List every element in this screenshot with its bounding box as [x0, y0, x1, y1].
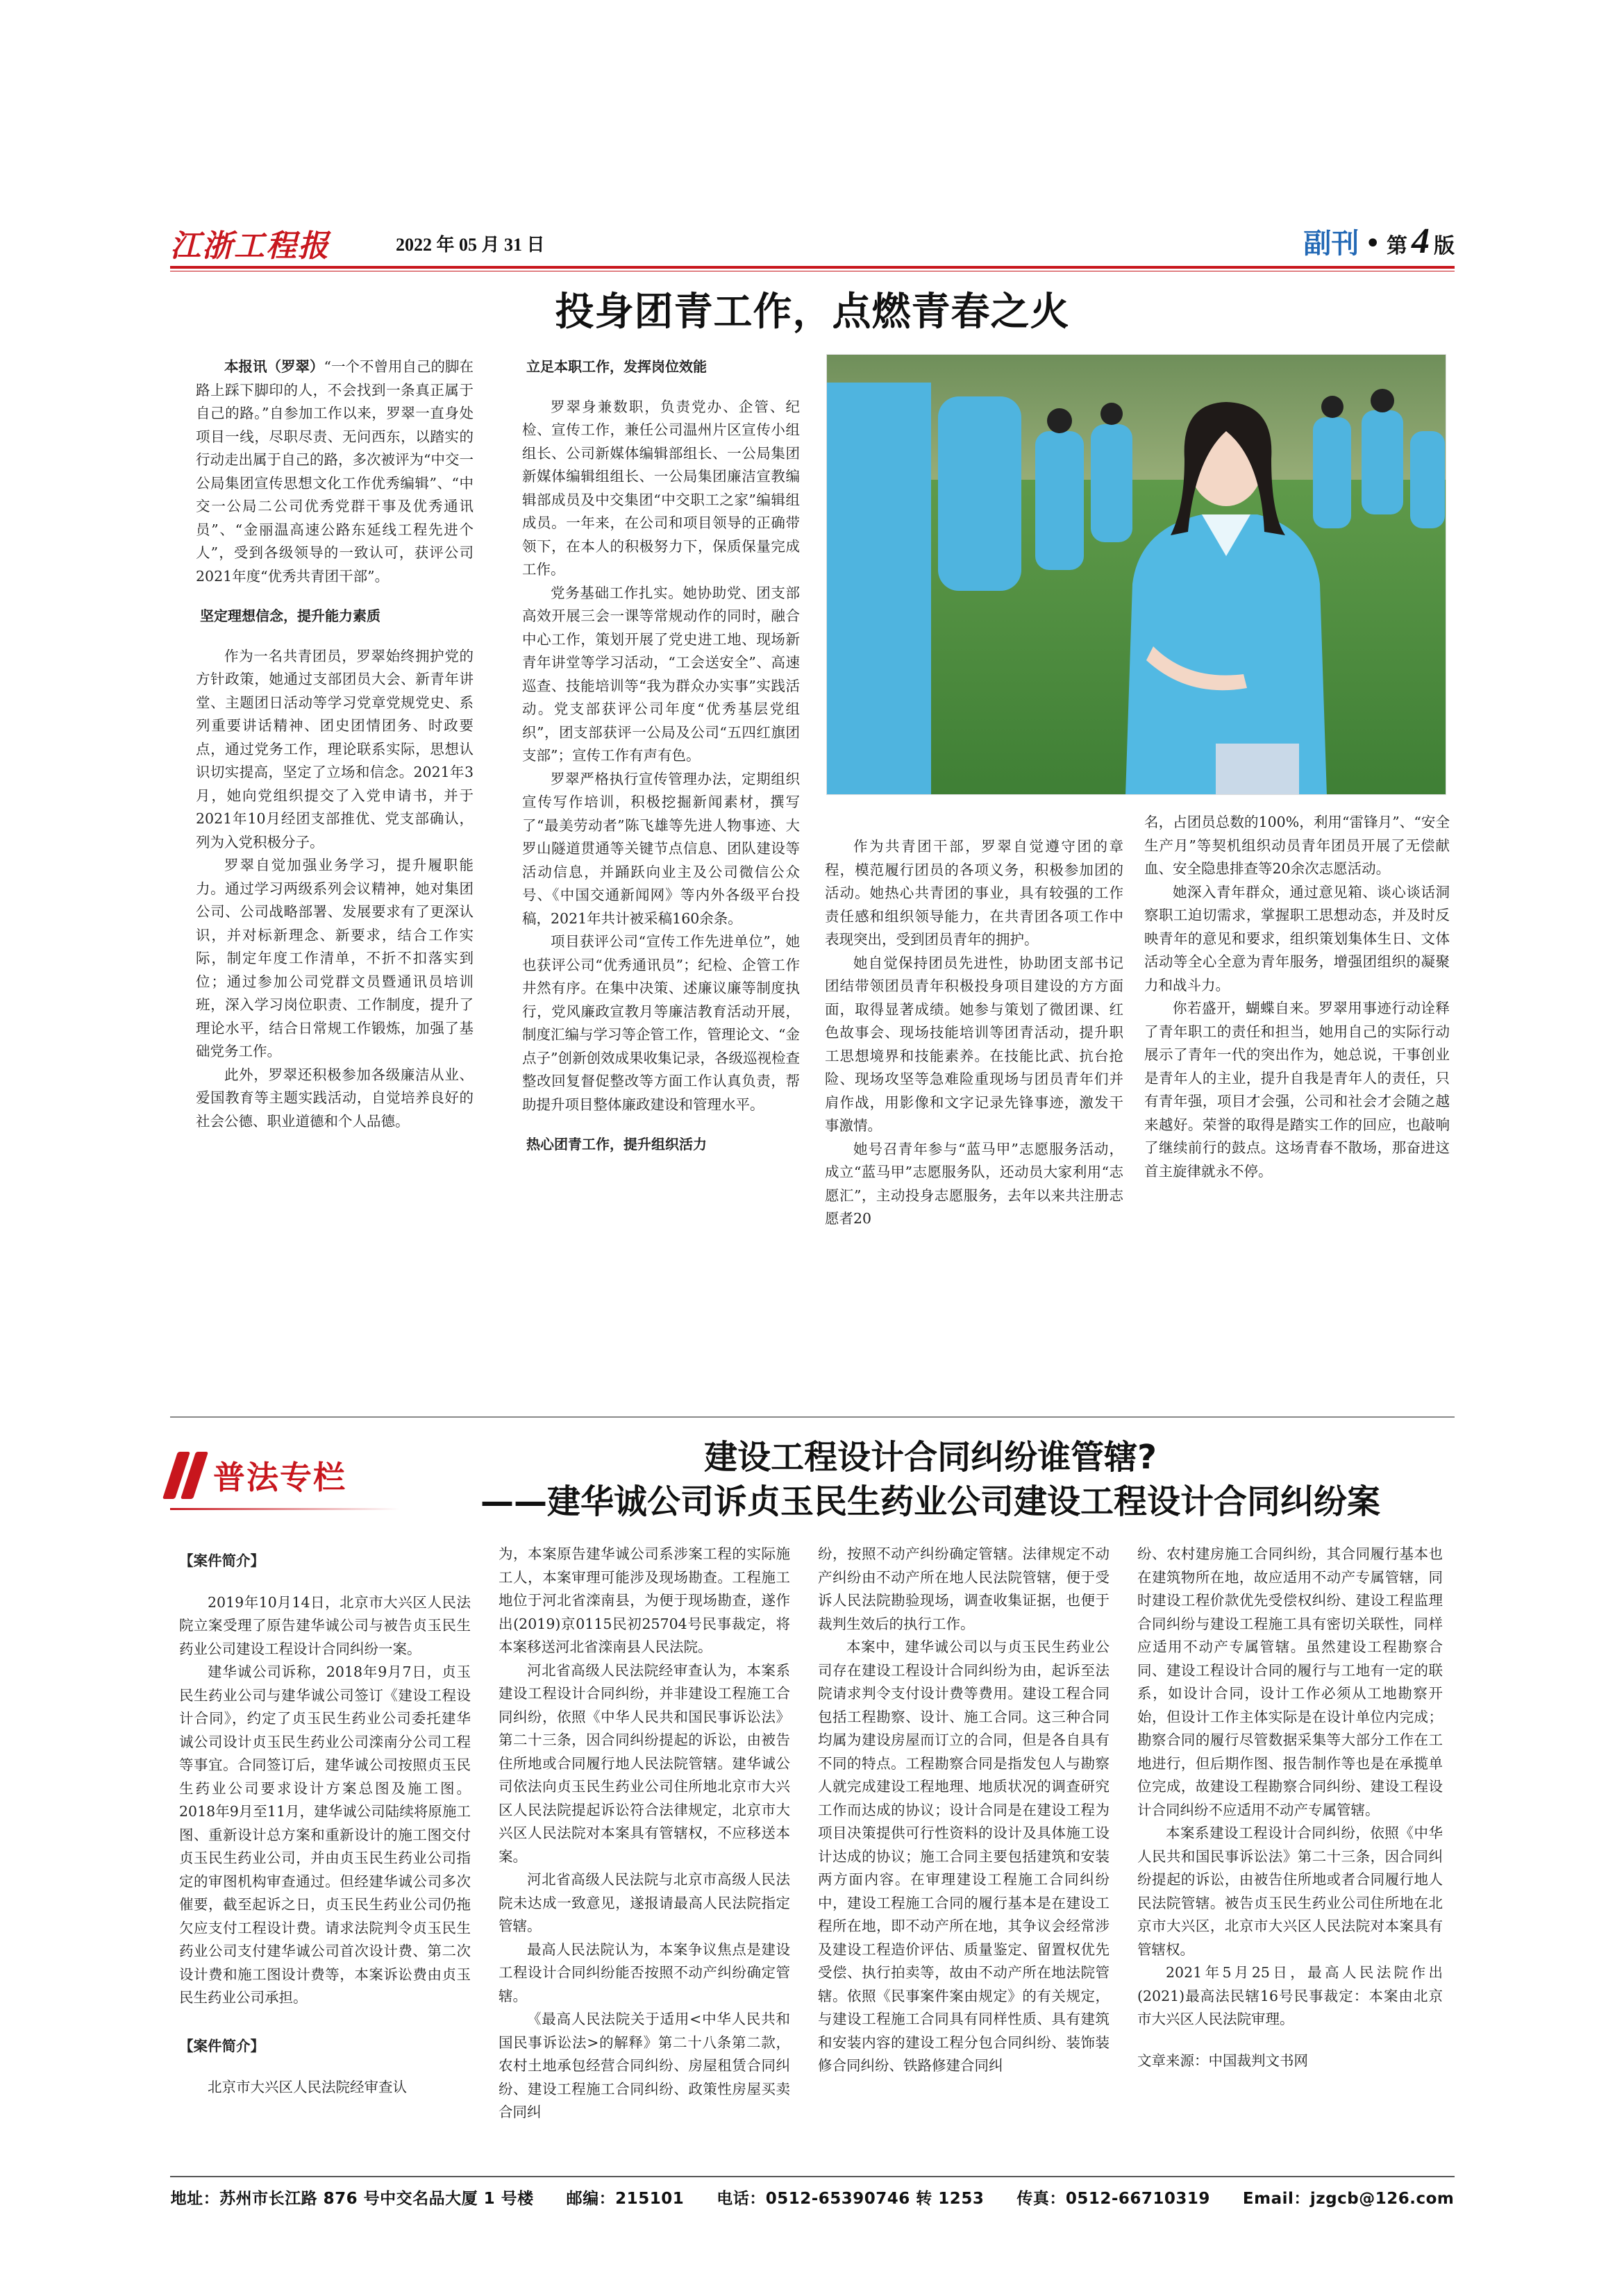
article1-paragraph: 罗翠身兼数职，负责党办、企管、纪检、宣传工作，兼任公司温州片区宣传小组组长、公司新媒体编辑部组长、一公局集团新媒体编辑组组长、一公局集团廉洁宣教编辑部成员及中交集团“中交职工之家”编辑组成员。一年来，在公司和项目领导的正确带领下，在本人的积极努力下，保质保量完成工作。 [522, 398, 800, 578]
masthead [170, 221, 1455, 264]
column-tag [170, 1448, 346, 1503]
article1-column-4 [1144, 811, 1450, 1387]
article1-paragraph: 罗翠严格执行宣传管理办法，定期组织宣传写作培训，积极挖掘新闻素材，撰写了“最美劳动者”陈飞雄等先进人物事迹、大罗山隧道贯通等关键节点信息、团队建设等活动信息，并踊跃向业主及公司微信公众号、《中国交通新闻网》等内外各级平台投稿，2021年共计被采稿160余条。 [522, 770, 800, 927]
subheading: 立足本职工作，发挥岗位效能 [526, 358, 707, 375]
article2-paragraph: 2021年5月25日，最高人民法院作出(2021)最高法民辖16号民事裁定：本案由北京市大兴区人民法院审理。 [1137, 1964, 1443, 2027]
slash-icon [170, 1452, 201, 1499]
issue-date: 2022 年 05 月 31 日 [396, 235, 545, 255]
article1-paragraph: 党务基础工作扎实。她协助党、团支部高效开展三会一课等常规动作的同时，融合中心工作，策划开展了党史进工地、现场新青年讲堂等学习活动，“工会送安全”、高速巡查、技能培训等“我为群众办实事”实践活动。党支部获评公司年度“优秀基层党组织”，团支部获评一公局及公司“五四红旗团支部”；宣传工作有声有色。 [522, 584, 800, 764]
article2-paragraph: 北京市大兴区人民法院经审查认 [208, 2079, 407, 2095]
article1-paragraph: 你若盛开，蝴蝶自来。罗翠用事迹行动诠释了青年职工的责任和担当，她用自己的实际行动展示了青年一代的突出作为，她总说，干事创业是青年人的主业，提升自我是青年人的责任，只有青年强，项目才会强，公司和社会才会随之越来越好。荣誉的取得是踏实工作的回应，也敲响了继续前行的鼓点。这场青春不散场，那奋进这首主旋律就永不停。 [1144, 1000, 1450, 1180]
page-number: 4 [1412, 221, 1430, 261]
paragraph-text: “一个不曾用自己的脚在路上踩下脚印的人，不会找到一条真正属于自己的路。”自参加工作以来，罗翠一直身处项目一线，尽职尽责、无问西东，以踏实的行动走出属于自己的路，多次被评为“中交一公局集团宣传思想文化工作优秀编辑”、“中交一公局二公司优秀党群干事及优秀通讯员”、“金丽温高速公路东延线工程先进个人”，受到各级领导的一致认可，获评公司2021年度“优秀共青团干部”。 [196, 358, 474, 585]
article1-paragraph: 她自觉保持团员先进性，协助团支部书记团结带领团员青年积极投身项目建设的方方面面，取得显著成绩。她参与策划了微团课、红色故事会、现场技能培训等团青活动，提升职工思想境界和技能素养。在技能比武、抗台抢险、现场攻坚等急难险重现场与团员青年们并肩作战，用影像和文字记录先锋事迹，激发干事激情。 [825, 954, 1123, 1134]
article1-paragraph: 名，占团员总数的100%，利用“雷锋月”、“安全生产月”等契机组织动员青年团员开展了无偿献血、安全隐患排查等20余次志愿活动。 [1144, 814, 1450, 877]
article2-paragraph: 本案中，建华诚公司以与贞玉民生药业公司存在建设工程设计合同纠纷为由，起诉至法院请求判令支付设计费等费用。建设工程合同包括工程勘察、设计、施工合同。这三种合同均属为建设房屋而订立的合同，但是各自具有不同的特点。工程勘察合同是指发包人与勘察人就完成建设工程地理、地质状况的调查研究工作而达成的协议；设计合同是在建设工程为项目决策提供可行性资料的设计及具体施工设计达成的协议；施工合同主要包括建筑和安装两方面内容。在审理建设工程施工合同纠纷中，建设工程施工合同的履行基本是在建设工程所在地，即不动产所在地，其争议会经常涉及建设工程造价评估、质量鉴定、留置权优先受偿、执行拍卖等，故由不动产所在地法院管辖。依照《民事案件案由规定》的有关规定，与建设工程施工合同具有同样性质、具有建筑和安装内容的建设工程分包合同纠纷、装饰装修合同纠纷、铁路修建合同纠 [818, 1639, 1110, 2074]
article2-paragraph: 河北省高级人民法院经审查认为，本案系建设工程设计合同纠纷，并非建设工程施工合同纠纷，依照《中华人民共和国民事诉讼法》第二十三条，因合同纠纷提起的诉讼，由被告住所地或合同履行地人民法院管辖。建华诚公司依法向贞玉民生药业公司住所地北京市大兴区人民法院提起诉讼符合法律规定，北京市大兴区人民法院对本案具有管辖权，不应移送本案。 [499, 1661, 790, 1865]
masthead-rule [170, 266, 1455, 269]
article1-paragraph: 她深入青年群众，通过意见箱、谈心谈话洞察职工迫切需求，掌握职工思想动态，并及时反映青年的意见和要求，组织策划集体生日、文体活动等全心全意为青年服务，增强团组织的凝聚力和战斗力。 [1144, 883, 1450, 994]
section-name: 副刊 [1303, 227, 1359, 260]
section-dot: • [1364, 228, 1381, 260]
article1-paragraph: 她号召青年参与“蓝马甲”志愿服务活动，成立“蓝马甲”志愿服务队，还动员大家利用“志愿汇”，主动投身志愿服务，去年以来共注册志愿者20 [825, 1140, 1123, 1227]
page-prefix: 第 [1387, 234, 1407, 258]
article1-paragraph [196, 355, 474, 588]
article1-paragraph: 作为共青团干部，罗翠自觉遵守团的章程，模范履行团员的各项义务，积极参加团的活动。她热心共青团的事业，具有较强的工作责任感和组织领导能力，在共青团各项工作中表现突出，受到团员青年的拥护。 [825, 838, 1123, 948]
article2-paragraph: 本案系建设工程设计合同纠纷，依照《中华人民共和国民事诉讼法》第二十三条，因合同纠纷提起的诉讼，由被告住所地或者合同履行地人民法院管辖。被告贞玉民生药业公司住所地在北京市大兴区，北京市大兴区人民法院对本案具有管辖权。 [1137, 1825, 1443, 1958]
article2-paragraph: 《最高人民法院关于适用<中华人民共和国民事诉讼法>的解释》第二十八条第二款，农村土地承包经营合同纠纷、房屋租赁合同纠纷、建设工程施工合同纠纷、政策性房屋买卖合同纠 [499, 2011, 790, 2120]
footer-rule [170, 2176, 1455, 2177]
section-divider [170, 1416, 1455, 1418]
article2-paragraph: 建华诚公司诉称，2018年9月7日，贞玉民生药业公司与建华诚公司签订《建设工程设计合同》，约定了贞玉民生药业公司委托建华诚公司设计贞玉民生药业公司滦南分公司工程等事宜。合同签订后，建华诚公司按照贞玉民生药业公司要求设计方案总图及施工图。2018年9月至11月，建华诚公司陆续将原施工图、重新设计总方案和重新设计的施工图交付贞玉民生药业公司，并由贞玉民生药业公司指定的审图机构审查通过。但经建华诚公司多次催要，截至起诉之日，贞玉民生药业公司仍拖欠应支付工程设计费。请求法院判令贞玉民生药业公司支付建华诚公司首次设计费、第二次设计费和施工图设计费等，本案诉讼费由贞玉民生药业公司承担。 [179, 1664, 471, 2006]
article1-paragraph: 罗翠自觉加强业务学习，提升履职能力。通过学习两级系列会议精神，她对集团公司、公司战略部署、发展要求有了更深认识，并对标新理念、新要求，结合工作实际，制定年度工作清单，不折不扣落实到位；通过参加公司党群文员暨通讯员培训班，深入学习岗位职责、工作制度，提升了理论水平，结合日常规工作锻炼，加强了基础党务工作。 [196, 857, 474, 1059]
article1-column-1 [196, 355, 474, 1386]
article1-title: 投身团青工作，点燃青春之火 [555, 290, 1070, 335]
case-section-heading: 【案件简介】 [179, 2037, 265, 2054]
section-label [1303, 221, 1455, 262]
subheading: 热心团青工作，提升组织活力 [526, 1136, 707, 1153]
case-section-heading: 【案件简介】 [179, 1552, 265, 1569]
article1-column-2 [522, 355, 800, 1411]
article2-column-2 [499, 1543, 790, 2161]
subheading: 坚定理想信念，提升能力素质 [200, 607, 380, 624]
article2-paragraph: 为，本案原告建华诚公司系涉案工程的实际施工人，本案审理可能涉及现场勘查。工程施工地位于河北省滦南县，为便于现场勘查，遂作出(2019)京0115民初25704号民事裁定，将本案移送河北省滦南县人民法院。 [499, 1545, 790, 1655]
article1-paragraph: 项目获评公司“宣传工作先进单位”，她也获评公司“优秀通讯员”；纪检、企管工作井然有序。在集中决策、述廉议廉等制度执行，党风廉政宣教月等廉洁教育活动开展，制度汇编与学习等企管工作，管理论文、“金点子”创新创效成果收集记录，各级巡视检查整改回复督促整改等方面工作认真负责，帮助提升项目整体廉政建设和管理水平。 [522, 933, 800, 1113]
article-source: 文章来源：中国裁判文书网 [1137, 2052, 1308, 2069]
article2-column-3 [818, 1543, 1110, 2161]
byline: 本报讯（罗翠） [224, 358, 324, 375]
article2-subtitle: ——建华诚公司诉贞玉民生药业公司建设工程设计合同纠纷案 [480, 1482, 1380, 1521]
article2-title: 建设工程设计合同纠纷谁管辖? [704, 1438, 1157, 1477]
article2-paragraph: 纷，按照不动产纠纷确定管辖。法律规定不动产纠纷由不动产所在地人民法院管辖，便于受诉人民法院勘验现场，调查收集证据，也便于裁判生效后的执行工作。 [818, 1545, 1110, 1632]
article1-photo [826, 354, 1446, 795]
article1-paragraph: 此外，罗翠还积极参加各级廉洁从业、爱国教育等主题实践活动，自觉培养良好的社会公德、职业道德和个人品德。 [196, 1066, 474, 1130]
article1-column-3 [825, 835, 1123, 1384]
article2-column-1 [179, 1543, 471, 2161]
article2-paragraph: 2019年10月14日，北京市大兴区人民法院立案受理了原告建华诚公司与被告贞玉民生药业公司建设工程设计合同纠纷一案。 [179, 1593, 471, 1657]
column-tag-underline [170, 1508, 399, 1510]
article2-paragraph: 纷、农村建房施工合同纠纷，其合同履行基本也在建筑物所在地，故应适用不动产专属管辖，同时建设工程价款优先受偿权纠纷、建设工程监理合同纠纷与建设工程施工具有密切关联性，同样应适用不动产专属管辖。虽然建设工程勘察合同、建设工程设计合同的履行与工地有一定的联系，如设计合同，设计工作必须从工地勘察开始，但设计工作主体实际是在设计单位内完成；勘察合同的履行尽管数据采集等大部分工作在工地进行，但后期作图、报告制作等也是在承揽单位完成，故建设工程勘察合同纠纷、建设工程设计合同纠纷不应适用不动产专属管辖。 [1137, 1545, 1443, 1818]
article2-paragraph: 河北省高级人民法院与北京市高级人民法院未达成一致意见，遂报请最高人民法院指定管辖。 [499, 1871, 790, 1934]
article1-paragraph: 作为一名共青团员，罗翠始终拥护党的方针政策，她通过支部团员大会、新青年讲堂、主题团日活动等学习党章党规党史、系列重要讲话精神、团史团情团务、时政要点，通过党务工作，理论联系实际，思想认识切实提高，坚定了立场和信念。2021年3月，她向党组织提交了入党申请书，并于2021年10月经团支部推优、党支部确认，列为入党积极分子。 [196, 647, 474, 850]
page-suffix: 版 [1434, 234, 1455, 258]
article2-paragraph: 最高人民法院认为，本案争议焦点是建设工程设计合同纠纷能否按照不动产纠纷确定管辖。 [499, 1941, 790, 2004]
column-tag-label: 普法专栏 [213, 1459, 346, 1496]
footer-contact: 地址：苏州市长江路 876 号中交名品大厦 1 号楼 邮编：215101 电话：0512-65390746 转 1253 传真：0512-66710319 Email：jzgcb@126.com [170, 2190, 1455, 2208]
article2-column-4 [1137, 1543, 1443, 2161]
newspaper-name: 江浙工程报 [170, 228, 330, 264]
